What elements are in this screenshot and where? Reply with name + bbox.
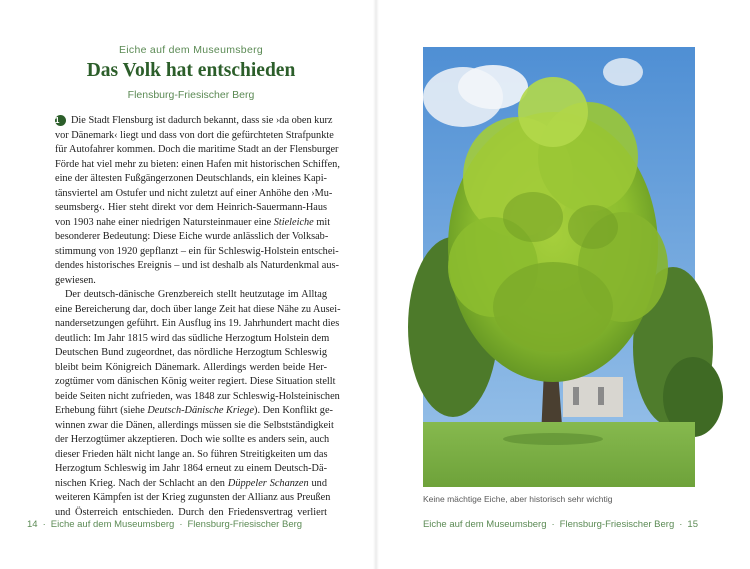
page-subtitle: Flensburg-Friesischer Berg [127, 89, 255, 101]
text-line: eine der ältesten Fußgängerzonen Deutschlands, ein kleines Kapi- [55, 173, 327, 184]
text-line: besonderer Bedeutung: Diese Eiche wurde anlässlich der Volksab- [55, 231, 329, 242]
footer-section: Eiche auf dem Museumsberg [50, 519, 175, 530]
text-line: tänsviertel am Ostufer und nicht zuletzt auf einer Anhöhe den ›Mu- [55, 187, 333, 199]
text-line: für Autofahrer kommen. Doch die maritime Stadt an der Flensburger [55, 144, 339, 155]
text-line: gewiesen. [55, 274, 96, 286]
footer-section: Eiche auf dem Museumsberg [422, 519, 547, 530]
text-line: nandersetzungen geführt. Ein Ausflug ins 19. Jahrhundert macht dies [55, 318, 340, 329]
text-line: Förde hat viel mehr zu bieten: einen Hafen mit historischen Schiffen, [55, 158, 340, 170]
page-title: Das Volk hat entschieden [86, 60, 296, 81]
text-line: der Herzogtümer akzeptieren. Doch wie sollte es anders sein, auch [55, 434, 330, 445]
right-footer: Eiche auf dem Museumsberg · Flensburg-Friesischer Berg · 15 [422, 519, 698, 530]
italic-term: Deutsch-Dänische Kriege [147, 405, 255, 416]
footer-location: Flensburg-Friesischer Berg [559, 519, 675, 530]
text-line: Erhebung führt (siehe Deutsch-Dänische Kriege). Den Konflikt ge- [55, 405, 333, 416]
text-line: deutlich: Im Jahr 1815 wird das südliche Herzogtum Holstein dem [55, 332, 330, 344]
right-page [375, 0, 750, 569]
text-line: dieser Frieden hält nicht lange an. So führen Streitigkeiten um das [55, 448, 328, 460]
text-line: seumsberg‹. Hier steht direkt vor dem Heinrich-Sauermann-Haus [55, 202, 327, 213]
text-line: weiteren Kämpfen ist der Krieg zugunsten der Allianz aus Preußen [55, 492, 331, 503]
text-line: 1 Die Stadt Flensburg ist dadurch bekannt, dass sie ›da oben kurz [55, 115, 333, 126]
text-line: beide Seiten nicht zufrieden, was 1848 zur Schleswig-Holsteinischen [55, 390, 340, 402]
text-line: stimmung von 1920 gepflanzt – ein für Schleswig-Holstein entschei- [55, 245, 339, 257]
footer-location: Flensburg-Friesischer Berg [187, 519, 303, 530]
page-number: 14 [27, 519, 38, 530]
text-line: von 1903 nahe einer niedrigen Natursteinmauer eine Stieleiche mit [55, 216, 331, 228]
text-line: zogtümer vom dänischen König weiter regiert. Diese Situation stellt [55, 376, 336, 387]
text-line: und Österreich entschieden. Durch den Friedensvertrag verliert [55, 506, 327, 518]
text-line: Herzogtum Schleswig im Jahr 1864 erneut zu einem Deutsch-Dä- [55, 463, 327, 474]
oak-tree-photo [423, 47, 695, 487]
location-number-badge: 1 [55, 115, 66, 126]
photo-caption: Keine mächtige Eiche, aber historisch sehr wichtig [423, 494, 613, 504]
italic-term: Stieleiche [273, 216, 314, 228]
text-line: bleibt beim Königreich Dänemark. Allerdings werden beide Her- [55, 361, 327, 373]
left-footer: 14 · Eiche auf dem Museumsberg · Flensburg-Friesischer Berg [27, 519, 303, 530]
body-text [55, 114, 341, 520]
text-line: Der deutsch-dänische Grenzbereich stellt heutzutage im Alltag [65, 289, 327, 300]
italic-term: Düppeler Schanzen [227, 477, 309, 489]
chapter-kicker: Eiche auf dem Museumsberg [118, 44, 264, 56]
page-number: 15 [687, 519, 698, 530]
text-line: Deutschen Bund zugeordnet, das nördliche Herzogtum Schleswig [55, 347, 327, 358]
text-line: vor Dänemark‹ liegt und dass von dort die gefürchteten Strafpunkte [55, 129, 334, 141]
text-line: nischen Krieg. Nach der Schlacht an den Düppeler Schanzen und [55, 477, 327, 489]
text-line: winnen zwar die Dänen, allerdings müssen sie die Selbstständigkeit [55, 419, 334, 431]
text-line: dendes historisches Ereignis – und ist deshalb als Naturdenkmal aus- [55, 260, 339, 271]
text-line: eine Bereicherung dar, doch über lange Zeit hat diese Nähe zu Ausei- [55, 303, 341, 315]
